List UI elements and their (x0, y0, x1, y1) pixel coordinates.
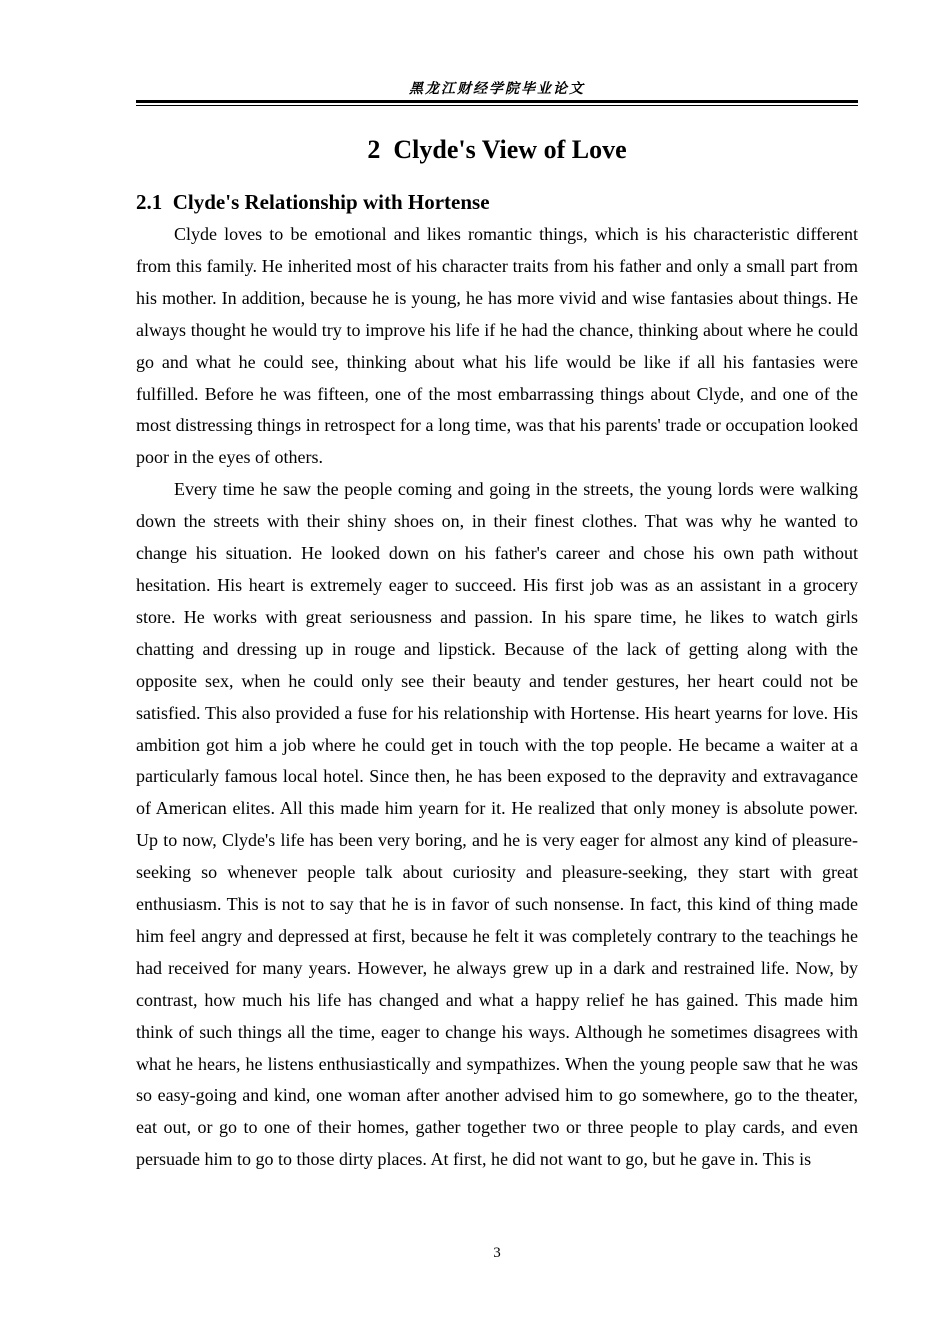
header-rule-thick (136, 100, 858, 103)
chapter-title: 2 Clyde's View of Love (367, 135, 627, 164)
paragraph: Every time he saw the people coming and going in the streets, the young lords were walking down the streets with their shiny shoes on, in their finest clothes. That was why he wanted to change his situation. He looked down on his father's career and chose his own path without hesitation. His heart is extremely eager to succeed. His first job was as an assistant in a grocery store. He works with great seriousness and passion. In his spare time, he likes to watch girls chatting and dressing up in rouge and lipstick. Because of the lack of getting along with the opposite sex, when he could only see their beauty and tender gestures, her heart could not be satisfied. This also provided a fuse for his relationship with Hortense. His heart yearns for love. His ambition got him a job where he could get in touch with the top people. He became a waiter at a particularly famous local hotel. Since then, he has been exposed to the depravity and extravagance of American elites. All this made him yearn for it. He realized that only money is absolute power. Up to now, Clyde's life has been very boring, and he is very eager for almost any kind of pleasure-seeking so whenever people talk about curiosity and pleasure-seeking, they start with great enthusiasm. This is not to say that he is in favor of such nonsense. In fact, this kind of thing made him feel angry and depressed at first, because he felt it was completely contrary to the teachings he had received for many years. However, he always grew up in a dark and restrained life. Now, by contrast, how much his life has changed and what a happy relief he has gained. This made him think of such things all the time, eager to change his ways. Although he sometimes disagrees with what he hears, he listens enthusiastically and sympathizes. When the young people saw that he was so easy-going and kind, one woman after another advised him to go somewhere, go to the theater, eat out, or go to one of their homes, gather together two or three people to play cards, and even persuade him to go to those dirty places. At first, he did not want to go, but he gave in. This is (136, 479, 858, 1170)
header-rule-thin (136, 105, 858, 106)
running-header: 黑龙江财经学院毕业论文 (409, 81, 585, 97)
page-number: 3 (493, 1245, 501, 1261)
section-title: 2.1 Clyde's Relationship with Hortense (136, 190, 490, 214)
body-text (136, 219, 858, 1176)
paragraph: Clyde loves to be emotional and likes romantic things, which is his characteristic different from this family. He inherited most of his character traits from his father and only a small part from his mother. In addition, because he is young, he has more vivid and wise fantasies about things. He always thought he would try to improve his life if he had the chance, thinking about where he could go and what he could see, thinking about what his life would be like if all his fantasies were fulfilled. Before he was fifteen, one of the most embarrassing things about Clyde, and one of the most distressing things in retrospect for a long time, was that his parents' trade or occupation looked poor in the eyes of others. (136, 224, 858, 468)
